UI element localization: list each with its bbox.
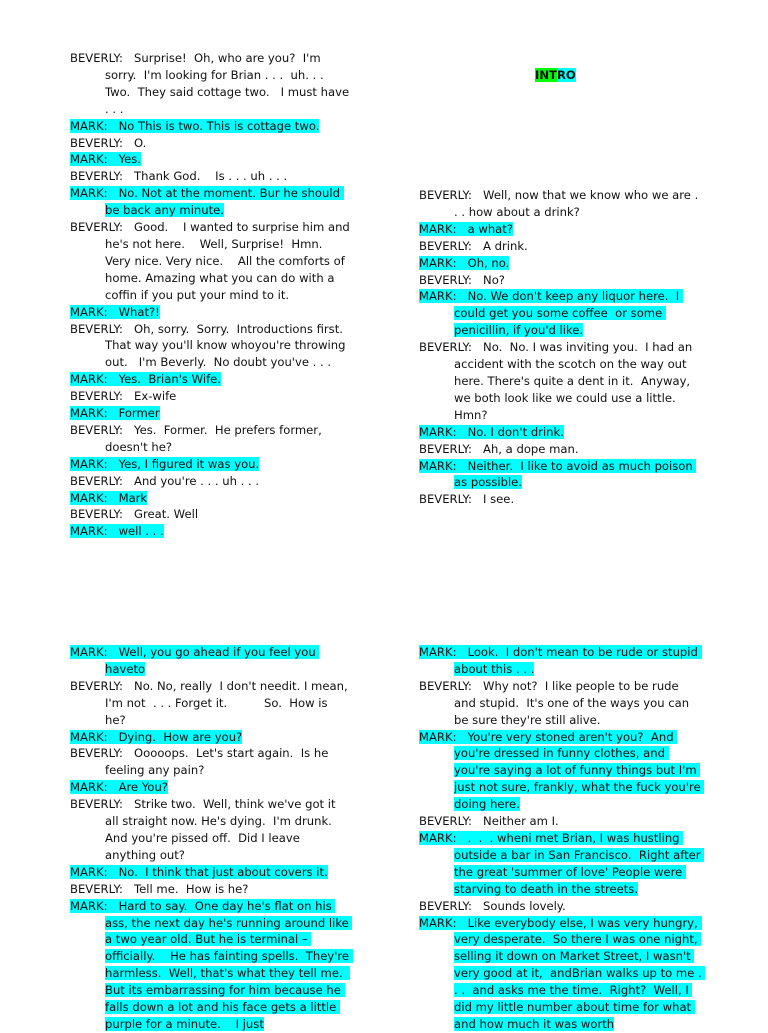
speaker-separator bbox=[457, 916, 468, 930]
dialogue-line bbox=[419, 678, 704, 729]
dialogue-text: Are You? bbox=[118, 780, 168, 795]
speaker-name: MARK: bbox=[419, 424, 457, 439]
speaker-separator bbox=[108, 305, 119, 319]
dialogue-line bbox=[70, 779, 350, 796]
speaker-separator bbox=[108, 186, 119, 200]
speaker-separator bbox=[108, 406, 119, 420]
speaker-separator bbox=[457, 645, 468, 659]
speaker-name: BEVERLY: bbox=[419, 272, 472, 287]
speaker-name: MARK: bbox=[419, 729, 457, 744]
dialogue-line bbox=[70, 745, 350, 779]
speaker-separator bbox=[123, 169, 134, 183]
dialogue-line bbox=[70, 371, 350, 388]
speaker-name: BEVERLY: bbox=[70, 507, 123, 522]
speaker-separator bbox=[123, 797, 134, 811]
dialogue-line bbox=[70, 405, 350, 422]
dialogue-text: No? bbox=[483, 272, 505, 287]
dialogue-text: What?! bbox=[118, 304, 160, 319]
dialogue-line bbox=[419, 424, 704, 441]
dialogue-line bbox=[419, 915, 704, 1033]
dialogue-line bbox=[70, 490, 350, 507]
speaker-name: BEVERLY: bbox=[419, 188, 472, 202]
speaker-name: BEVERLY: bbox=[419, 441, 472, 456]
speaker-name: BEVERLY: bbox=[70, 746, 123, 761]
dialogue-text: Why not? I like people to be rude and stupid. It's one of the ways you can be sure they're still alive. bbox=[454, 678, 693, 727]
speaker-name: MARK: bbox=[70, 490, 108, 505]
dialogue-text: Tell me. How is he? bbox=[134, 881, 249, 896]
dialogue-line bbox=[70, 185, 350, 219]
script-column-1 bbox=[70, 50, 354, 540]
speaker-name: BEVERLY: bbox=[70, 169, 123, 184]
dialogue-line bbox=[419, 813, 704, 830]
speaker-name: BEVERLY: bbox=[70, 135, 123, 150]
speaker-separator bbox=[108, 780, 119, 794]
dialogue-line bbox=[419, 221, 704, 238]
speaker-separator bbox=[123, 423, 134, 437]
dialogue-line bbox=[70, 151, 350, 168]
dialogue-line bbox=[70, 219, 354, 304]
speaker-separator bbox=[457, 831, 468, 845]
speaker-name: MARK: bbox=[70, 186, 108, 201]
speaker-separator bbox=[472, 273, 483, 287]
dialogue-text: Sounds lovely. bbox=[483, 898, 566, 913]
speaker-separator bbox=[123, 322, 134, 336]
speaker-name: BEVERLY: bbox=[70, 678, 123, 693]
dialogue-text: No. No, really I don't needit. I mean, I'm not . . . Forget it. So. How is he? bbox=[105, 678, 352, 727]
dialogue-line bbox=[70, 729, 350, 746]
speaker-separator bbox=[108, 457, 119, 471]
speaker-separator bbox=[457, 459, 468, 473]
speaker-separator bbox=[123, 679, 134, 693]
dialogue-line bbox=[419, 491, 704, 508]
speaker-name: BEVERLY: bbox=[70, 220, 123, 235]
dialogue-line bbox=[70, 864, 350, 881]
speaker-name: MARK: bbox=[419, 289, 457, 304]
speaker-separator bbox=[108, 865, 119, 879]
dialogue-text: And you're . . . uh . . . bbox=[134, 473, 260, 488]
speaker-separator bbox=[457, 289, 468, 303]
speaker-name: BEVERLY: bbox=[419, 238, 472, 253]
dialogue-text: Oh, no. bbox=[467, 255, 510, 270]
dialogue-text: Yes. Brian's Wife. bbox=[118, 372, 221, 387]
speaker-name: BEVERLY: bbox=[419, 492, 472, 507]
dialogue-line bbox=[70, 321, 350, 372]
dialogue-text: Ah, a dope man. bbox=[483, 441, 579, 456]
speaker-separator bbox=[472, 188, 483, 202]
dialogue-line bbox=[70, 456, 350, 473]
scene-heading bbox=[535, 68, 576, 82]
speaker-separator bbox=[472, 492, 483, 506]
speaker-name: BEVERLY: bbox=[70, 389, 123, 404]
dialogue-line bbox=[419, 458, 704, 492]
script-column-4 bbox=[419, 644, 704, 1033]
speaker-name: MARK: bbox=[70, 456, 108, 471]
dialogue-text: No This is two. This is cottage two. bbox=[118, 118, 320, 133]
dialogue-line bbox=[419, 830, 704, 898]
speaker-name: MARK: bbox=[70, 372, 108, 387]
script-column-2 bbox=[419, 187, 704, 508]
dialogue-text: No. No. I was inviting you. I had an accident with the scotch on the way out here. There's quite a dent in it. Anyway, we both look like we could use a little. Hmn? bbox=[454, 340, 696, 422]
speaker-separator bbox=[123, 51, 134, 65]
speaker-name: MARK: bbox=[419, 221, 457, 236]
dialogue-line bbox=[70, 304, 350, 321]
speaker-name: MARK: bbox=[70, 524, 108, 539]
dialogue-line bbox=[70, 796, 350, 864]
dialogue-line bbox=[70, 422, 350, 456]
dialogue-text: Ex-wife bbox=[134, 389, 177, 404]
dialogue-text: . . . wheni met Brian, I was hustling outside a bar in San Francisco. Right after the great 'summer of love' People were starving to death in the streets. bbox=[454, 830, 705, 896]
speaker-separator bbox=[472, 899, 483, 913]
dialogue-line bbox=[419, 187, 704, 221]
dialogue-text: Great. Well bbox=[134, 507, 199, 522]
dialogue-text: Good. I wanted to surprise him and he's not here. Well, Surprise! Hmn. Very nice. Very nice. All the comforts of home. Amazing what you can do with a coffin if you put your mind to it. bbox=[105, 220, 354, 302]
speaker-name: MARK: bbox=[70, 898, 108, 913]
speaker-separator bbox=[123, 389, 134, 403]
dialogue-text: Oh, sorry. Sorry. Introductions first. That way you'll know whoyou're throwing out. I'm Beverly. No doubt you've . . . bbox=[105, 321, 351, 370]
dialogue-line bbox=[419, 288, 704, 339]
speaker-name: MARK: bbox=[70, 304, 108, 319]
dialogue-line bbox=[419, 644, 704, 678]
dialogue-text: A drink. bbox=[483, 238, 528, 253]
dialogue-line bbox=[70, 135, 350, 152]
speaker-separator bbox=[472, 814, 483, 828]
dialogue-line bbox=[419, 729, 704, 814]
speaker-name: MARK: bbox=[419, 830, 457, 845]
speaker-name: MARK: bbox=[70, 152, 108, 167]
speaker-separator bbox=[472, 442, 483, 456]
dialogue-text: Like everybody else, I was very hungry, very desperate. So there I was one night, selling it down on Market Street, I wasn't very good at it, andBrian walks up to me . . . and asks me the time. Right? Well, I did my little number about time for what and how much it was worth bbox=[454, 915, 706, 1031]
dialogue-line bbox=[70, 523, 350, 540]
speaker-name: BEVERLY: bbox=[70, 51, 123, 65]
dialogue-text: Yes, I figured it was you. bbox=[118, 456, 260, 471]
speaker-separator bbox=[108, 119, 119, 133]
dialogue-text: Thank God. Is . . . uh . . . bbox=[134, 169, 288, 184]
dialogue-text: Mark bbox=[118, 490, 148, 505]
speaker-name: MARK: bbox=[419, 645, 457, 659]
speaker-name: MARK: bbox=[70, 645, 108, 659]
dialogue-line bbox=[70, 388, 350, 405]
dialogue-line bbox=[70, 881, 350, 898]
dialogue-line bbox=[70, 898, 353, 1033]
speaker-name: BEVERLY: bbox=[70, 797, 123, 812]
speaker-name: BEVERLY: bbox=[419, 898, 472, 913]
scene-heading-part2: RO bbox=[556, 68, 576, 82]
speaker-name: MARK: bbox=[70, 118, 108, 133]
dialogue-text: Ooooops. Let's start again. Is he feeling any pain? bbox=[105, 746, 333, 778]
scene-heading-part1: INT bbox=[535, 68, 557, 82]
speaker-separator bbox=[472, 340, 483, 354]
speaker-name: BEVERLY: bbox=[70, 321, 123, 336]
speaker-separator bbox=[108, 491, 119, 505]
speaker-separator bbox=[472, 239, 483, 253]
dialogue-text: No. We don't keep any liquor here. I could get you some coffee or some penicillin, if you'd like. bbox=[454, 289, 683, 338]
dialogue-text: well . . . bbox=[118, 524, 164, 539]
speaker-name: MARK: bbox=[419, 255, 457, 270]
dialogue-text: Hard to say. One day he's flat on his ass, the next day he's running around like a two year old. But he is terminal – officially. He has fainting spells. They're harmless. Well, that's what they tell me. But its embarrassing for him because he falls down a lot and his face gets a little purple for a minute. I just bbox=[105, 898, 353, 1031]
dialogue-line bbox=[70, 506, 350, 523]
speaker-separator bbox=[457, 730, 468, 744]
speaker-name: BEVERLY: bbox=[419, 814, 472, 829]
dialogue-line bbox=[70, 50, 353, 118]
dialogue-line bbox=[419, 441, 704, 458]
speaker-name: MARK: bbox=[70, 406, 108, 421]
dialogue-text: Former bbox=[118, 406, 160, 421]
speaker-separator bbox=[108, 524, 119, 538]
speaker-separator bbox=[457, 256, 468, 270]
speaker-name: BEVERLY: bbox=[70, 422, 123, 437]
speaker-name: BEVERLY: bbox=[419, 678, 472, 693]
speaker-separator bbox=[472, 679, 483, 693]
speaker-name: MARK: bbox=[419, 915, 457, 930]
speaker-separator bbox=[123, 882, 134, 896]
speaker-separator bbox=[123, 136, 134, 150]
speaker-separator bbox=[123, 474, 134, 488]
dialogue-text: a what? bbox=[467, 221, 513, 236]
dialogue-line bbox=[70, 644, 350, 678]
dialogue-text: You're very stoned aren't you? And you're dressed in funny clothes, and you're saying a lot of funny things but I'm just not sure, frankly, what the fuck you're doing here. bbox=[454, 729, 705, 812]
dialogue-line bbox=[70, 678, 350, 729]
speaker-separator bbox=[123, 220, 134, 234]
dialogue-line bbox=[419, 898, 704, 915]
dialogue-text: Well, now that we know who we are . . . how about a drink? bbox=[454, 188, 702, 219]
speaker-name: MARK: bbox=[419, 458, 457, 473]
dialogue-text: Surprise! Oh, who are you? I'm sorry. I'm looking for Brian . . . uh. . . Two. They said cottage two. I must have . . . bbox=[105, 51, 353, 116]
dialogue-text: Neither. I like to avoid as much poison as possible. bbox=[454, 458, 697, 490]
dialogue-line bbox=[419, 339, 704, 424]
speaker-name: BEVERLY: bbox=[70, 881, 123, 896]
dialogue-text: Well, you go ahead if you feel you haveto bbox=[105, 645, 320, 676]
dialogue-text: No. Not at the moment. Bur he should be back any minute. bbox=[105, 186, 344, 218]
dialogue-line bbox=[70, 168, 350, 185]
dialogue-text: Yes. bbox=[118, 152, 141, 167]
dialogue-text: Dying. How are you? bbox=[118, 729, 243, 744]
speaker-separator bbox=[108, 730, 119, 744]
speaker-separator bbox=[457, 222, 468, 236]
dialogue-text: No. I don't drink. bbox=[467, 424, 564, 439]
dialogue-text: O. bbox=[134, 135, 147, 150]
speaker-separator bbox=[457, 425, 468, 439]
speaker-separator bbox=[123, 507, 134, 521]
dialogue-text: Yes. Former. He prefers former, doesn't he? bbox=[105, 422, 326, 454]
dialogue-text: No. I think that just about covers it. bbox=[118, 864, 328, 879]
speaker-name: BEVERLY: bbox=[70, 473, 123, 488]
speaker-name: BEVERLY: bbox=[419, 340, 472, 355]
dialogue-line bbox=[419, 272, 704, 289]
dialogue-text: I see. bbox=[483, 492, 515, 507]
speaker-separator bbox=[108, 899, 119, 913]
speaker-name: MARK: bbox=[70, 780, 108, 795]
speaker-name: MARK: bbox=[70, 729, 108, 744]
dialogue-text: Look. I don't mean to be rude or stupid about this . . . bbox=[454, 645, 702, 676]
speaker-separator bbox=[108, 645, 119, 659]
speaker-name: MARK: bbox=[70, 864, 108, 879]
speaker-separator bbox=[123, 746, 134, 760]
dialogue-line bbox=[419, 255, 704, 272]
dialogue-line bbox=[70, 473, 350, 490]
speaker-separator bbox=[108, 152, 119, 166]
dialogue-text: Strike two. Well, think we've got it all straight now. He's dying. I'm drunk. And you're pissed off. Did I leave anything out? bbox=[105, 797, 340, 862]
dialogue-text: Neither am I. bbox=[483, 814, 559, 829]
dialogue-line bbox=[70, 118, 350, 135]
dialogue-line bbox=[419, 238, 704, 255]
script-column-3 bbox=[70, 644, 353, 1033]
speaker-separator bbox=[108, 372, 119, 386]
